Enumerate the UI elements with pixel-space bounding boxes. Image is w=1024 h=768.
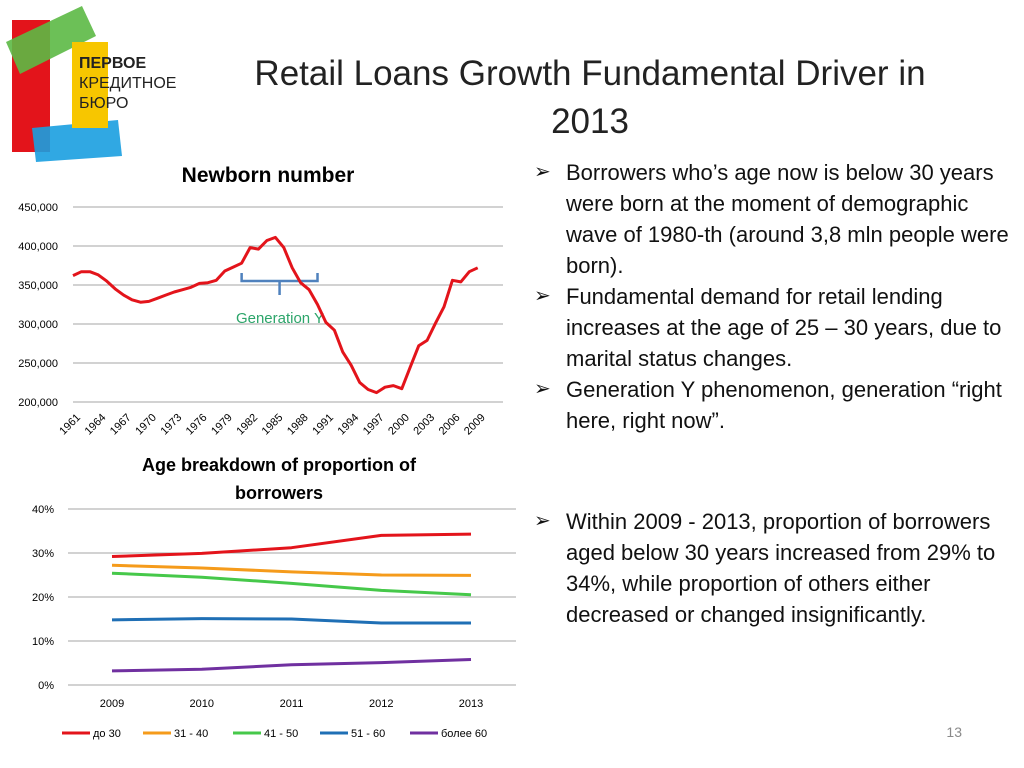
chart2-y-axis [32, 504, 54, 692]
bullets-top [534, 157, 1014, 436]
logo-graphic [0, 0, 210, 170]
chart1-x-tick-label: 2009 [462, 411, 488, 438]
chart1-x-tick-label: 1967 [107, 411, 134, 438]
logo-line2: КРЕДИТНОЕ [79, 75, 177, 92]
chart2-x-tick-label: 2012 [369, 698, 394, 710]
chart1-y-tick-label: 450,000 [18, 202, 58, 214]
arrow-bullet-icon: ➢ [534, 378, 551, 400]
chart1-x-tick-label: 1988 [284, 411, 311, 438]
chart1-y-axis [18, 202, 58, 409]
company-logo [0, 0, 210, 170]
chart2-x-tick-label: 2011 [279, 698, 304, 710]
legend-label: более 60 [441, 728, 488, 740]
bullet-item [534, 157, 1014, 281]
slide-title [230, 50, 950, 146]
logo-line1: ПЕРВОЕ [79, 55, 147, 72]
chart1-x-tick-label: 1982 [234, 411, 261, 438]
chart1-title: Newborn number [181, 164, 355, 187]
chart2-x-tick-label: 2009 [99, 698, 125, 710]
chart1-x-tick-label: 1997 [360, 411, 387, 438]
chart2-y-tick-label: 0% [38, 680, 54, 692]
newborn-chart [0, 150, 520, 450]
chart1-y-tick-label: 300,000 [18, 319, 58, 331]
chart1-x-tick-label: 1991 [310, 411, 337, 438]
bullet-text: Borrowers who’s age now is below 30 years were born at the moment of demographic wave of 1980-th (around 3,8 mln people were born). [566, 160, 1009, 278]
chart2-x-axis [100, 698, 483, 710]
chart2-y-tick-label: 30% [31, 548, 54, 560]
chart2-series-line [112, 565, 471, 575]
chart1-x-tick-label: 2003 [411, 411, 438, 438]
slide-title-line1: Retail Loans Growth Fundamental Driver in [254, 54, 926, 93]
chart1-x-tick-label: 1970 [133, 411, 160, 438]
chart1-y-tick-label: 250,000 [18, 358, 58, 370]
bullet-item [534, 506, 1014, 630]
chart2-series-lines [112, 534, 471, 671]
bullet-item [534, 374, 1014, 436]
chart1-gridlines [73, 207, 503, 402]
chart2-title-line1: Age breakdown of proportion of [142, 455, 416, 475]
chart2-series-line [112, 660, 471, 671]
age-breakdown-chart [0, 448, 530, 758]
chart1-x-tick-label: 1994 [335, 411, 362, 438]
legend-label: до 30 [93, 728, 121, 740]
chart2-y-tick-label: 40% [31, 504, 54, 516]
generation-y-bracket [242, 273, 318, 295]
chart1-x-tick-label: 1979 [209, 411, 235, 438]
bullet-item [534, 281, 1014, 374]
chart1-y-tick-label: 350,000 [18, 280, 58, 292]
arrow-bullet-icon: ➢ [534, 285, 551, 307]
legend-label: 31 - 40 [174, 728, 209, 740]
chart2-y-tick-label: 10% [31, 636, 54, 648]
chart1-x-tick-label: 1964 [82, 411, 109, 438]
generation-y-label: Generation Y [235, 310, 325, 327]
chart2-legend [62, 728, 487, 740]
slide-number: 13 [946, 724, 962, 740]
logo-line3: БЮРО [79, 95, 129, 112]
chart2-title-line2: borrowers [234, 483, 324, 503]
bullet-text: Fundamental demand for retail lending increases at the age of 25 – 30 years, due to marital status changes. [566, 284, 1002, 371]
chart2-x-tick-label: 2010 [189, 698, 214, 710]
chart1-x-tick-label: 2006 [436, 411, 463, 438]
legend-label: 51 - 60 [351, 728, 386, 740]
chart1-x-tick-label: 2000 [386, 411, 412, 438]
chart1-x-tick-label: 1961 [57, 411, 84, 438]
bullet-text: Within 2009 - 2013, proportion of borrowers aged below 30 years increased from 29% to 34%, while proportion of others either decreased or changed insignificantly. [566, 509, 996, 627]
chart1-x-axis [57, 412, 488, 438]
bullets-bottom [534, 506, 1014, 630]
legend-label: 41 - 50 [264, 728, 299, 740]
bullet-text: Generation Y phenomenon, generation “right here, right now”. [566, 377, 1002, 433]
chart2-y-tick-label: 20% [31, 592, 54, 604]
chart2-x-tick-label: 2013 [458, 698, 484, 710]
slide-title-line2: 2013 [551, 102, 629, 141]
arrow-bullet-icon: ➢ [534, 161, 551, 183]
chart1-x-tick-label: 1976 [183, 411, 210, 438]
chart1-y-tick-label: 200,000 [18, 397, 58, 409]
chart1-x-tick-label: 1985 [259, 411, 286, 438]
chart1-x-tick-label: 1973 [158, 411, 185, 438]
bracket-path [242, 273, 318, 295]
chart2-series-line [112, 619, 471, 623]
arrow-bullet-icon: ➢ [534, 510, 551, 532]
chart1-y-tick-label: 400,000 [18, 241, 58, 253]
